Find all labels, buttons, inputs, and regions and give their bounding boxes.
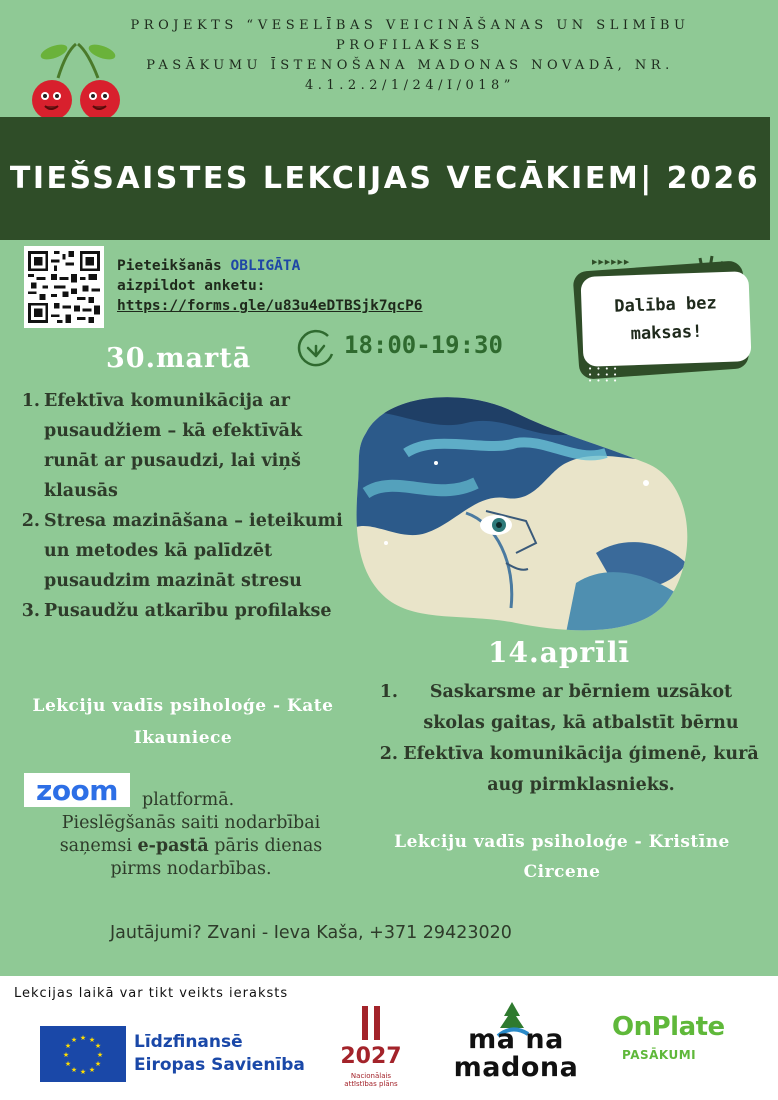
svg-text:★: ★ — [64, 1060, 72, 1068]
svg-text:★: ★ — [79, 1034, 87, 1042]
signup-required-highlight: OBLIGĀTA — [230, 258, 301, 274]
item-number: 1. — [21, 391, 40, 411]
eu-line: Līdzfinansē — [134, 1032, 243, 1052]
item-number: 3. — [21, 601, 40, 621]
svg-text:★: ★ — [94, 1060, 102, 1068]
session2-lecturer — [362, 827, 762, 887]
access-line: Pieslēgšanās saiti nodarbībai — [61, 813, 321, 833]
session-time: 18:00-19:30 — [344, 331, 503, 359]
access-line — [30, 835, 352, 858]
list-item — [372, 677, 760, 739]
list-item — [20, 596, 350, 626]
item-number: 2. — [379, 744, 398, 764]
signup-form-label: aizpildot anketu: — [117, 278, 266, 294]
access-info — [30, 812, 352, 881]
zoom-logo: zoom — [24, 773, 130, 807]
dots-decoration-icon: • • • • • • • • • • • • — [588, 365, 619, 385]
onplate-logo — [612, 1012, 732, 1072]
contact-info: Jautājumi? Zvani - Ieva Kaša, +371 29423020 — [110, 923, 512, 943]
svg-text:★: ★ — [94, 1042, 102, 1050]
lecturer-line: Lekciju vadīs psiholoģe - Kate — [32, 696, 334, 716]
session1-lecturer — [0, 690, 366, 754]
plan-line: attīstības plāns — [344, 1080, 398, 1088]
title-banner — [0, 117, 770, 240]
dots-decoration-icon: ▶▶▶▶▶▶ — [592, 258, 631, 266]
access-line: pirms nodarbības. — [110, 859, 272, 879]
access-email-bold: e-pastā — [137, 836, 209, 856]
project-line: PASĀKUMU ĪSTENOŠANA MADONAS NOVADĀ, NR. — [146, 58, 674, 73]
badge-card — [580, 271, 751, 367]
project-title — [60, 16, 760, 96]
item-number: 1. — [379, 682, 398, 702]
svg-text:★: ★ — [96, 1051, 104, 1059]
signup-info — [117, 256, 423, 316]
project-line: 4.1.2.2/1/24/I/018” — [305, 78, 515, 93]
national-plan-logo — [334, 1002, 408, 1092]
item-number: 2. — [21, 511, 40, 531]
item-text: Saskarsme ar bērniem uzsākot skolas gaitas, kā atbalstīt bērnu — [423, 682, 739, 733]
madona-logo — [448, 998, 584, 1088]
madona-line: madona — [453, 1052, 579, 1083]
lecturer-line: Lekciju vadīs psiholoģe - Kristīne — [394, 832, 730, 852]
access-text: saņemsi — [59, 836, 138, 856]
session1-topics — [20, 386, 350, 626]
zoom-platform-text: platformā. — [142, 790, 235, 810]
lecturer-line: Ikauniece — [133, 728, 233, 748]
svg-text:★: ★ — [70, 1066, 78, 1074]
clock-icon — [294, 328, 338, 368]
svg-text:★: ★ — [79, 1068, 87, 1076]
free-participation-badge — [572, 258, 754, 385]
signup-required — [117, 256, 423, 276]
eu-line: Eiropas Savienība — [134, 1055, 305, 1075]
page-title: TIEŠSAISTES LEKCIJAS VECĀKIEM| 2026 — [9, 161, 761, 196]
recording-notice: Lekcijas laikā var tikt veikts ieraksts — [14, 986, 289, 1001]
session1-date: 30.martā — [106, 343, 252, 374]
qr-code-icon[interactable] — [24, 246, 104, 328]
lecturer-line: Circene — [523, 862, 601, 882]
plan-line: Nacionālais — [350, 1072, 392, 1080]
onplate-subtitle: PASĀKUMI — [622, 1048, 697, 1062]
list-item — [372, 739, 760, 801]
item-text: Efektīva komunikācija ar pusaudžiem – kā efektīvāk runāt ar pusaudzi, lai viņš klausās — [44, 391, 303, 501]
madona-line: ma na — [468, 1024, 564, 1055]
eu-flag-icon — [40, 1026, 126, 1082]
free-line: Dalība bez — [614, 293, 718, 317]
signup-form-link[interactable]: https://forms.gle/u83u4eDTBSjk7qcP6 — [117, 298, 423, 314]
signup-text: Pieteikšanās — [117, 258, 231, 274]
eu-cofunding-text — [134, 1031, 305, 1077]
plan-subtitle — [334, 1072, 408, 1088]
svg-text:★: ★ — [62, 1051, 70, 1059]
onplate-title: OnPlate — [612, 1012, 725, 1042]
item-text: Pusaudžu atkarību profilakse — [44, 601, 332, 621]
footer — [0, 976, 778, 1100]
project-line: PROJEKTS “VESELĪBAS VEICINĀŠANAS UN SLIMĪBU PROFILAKSES — [130, 18, 690, 53]
plan-bars-icon — [334, 1002, 408, 1044]
list-item — [20, 386, 350, 506]
session2-topics — [372, 677, 760, 801]
access-text: pāris dienas — [208, 836, 323, 856]
svg-text:★: ★ — [70, 1036, 78, 1044]
item-text: Stresa mazināšana – ieteikumi un metodes kā palīdzēt pusaudzim mazināt stresu — [44, 511, 343, 591]
svg-text:★: ★ — [64, 1042, 72, 1050]
svg-text:★: ★ — [88, 1036, 96, 1044]
free-line: maksas! — [630, 321, 703, 345]
plan-number: 2027 — [340, 1044, 402, 1069]
svg-text:★: ★ — [88, 1066, 96, 1074]
list-item — [20, 506, 350, 596]
teen-illustration — [346, 393, 696, 633]
session2-date: 14.aprīlī — [488, 636, 631, 669]
item-text: Efektīva komunikācija ģimenē, kurā aug pirmklasnieks. — [403, 744, 759, 795]
